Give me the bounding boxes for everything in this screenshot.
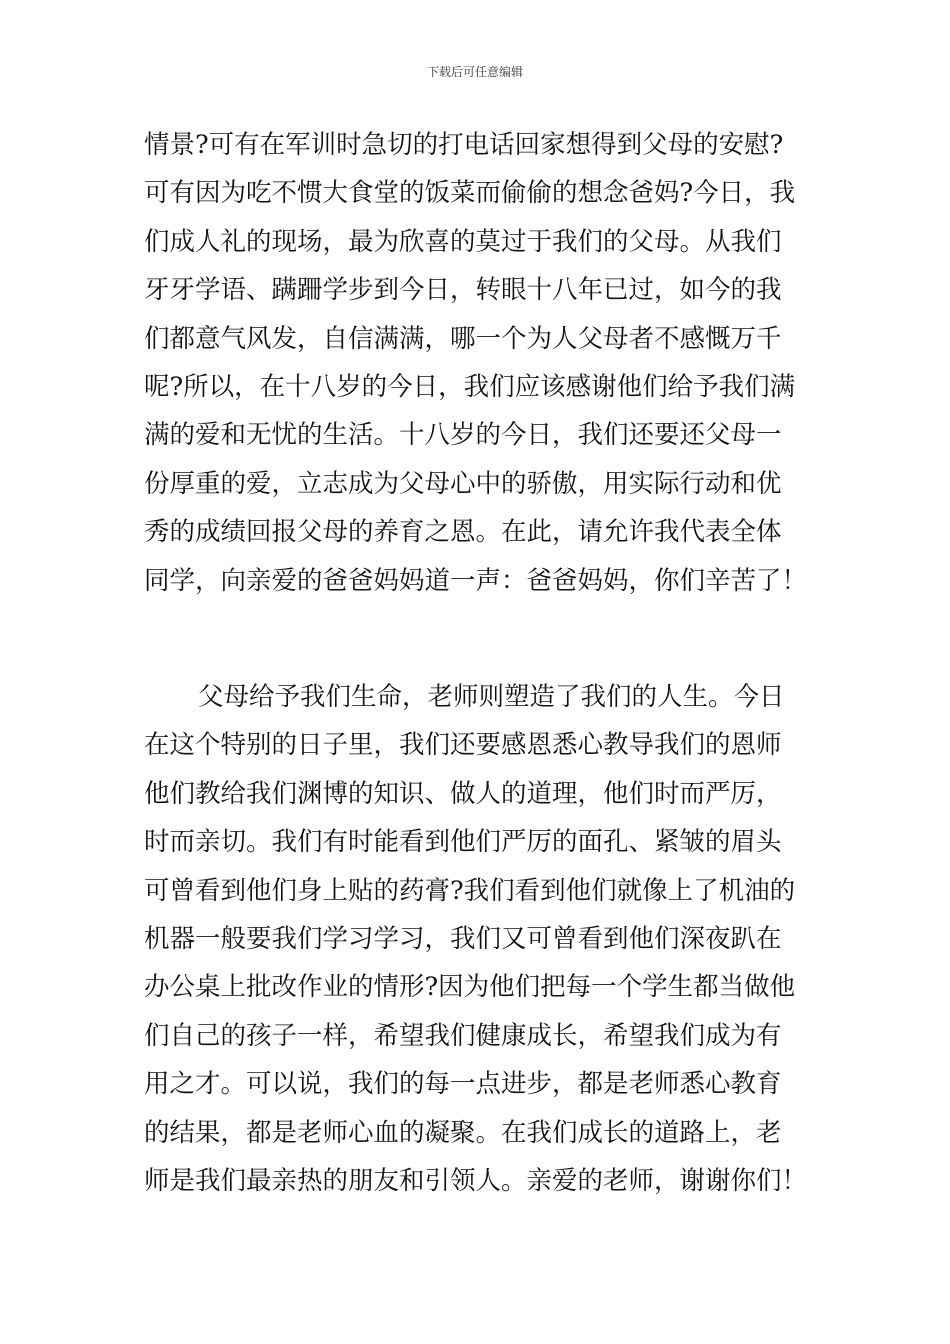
paragraph-line: 秀的成绩回报父母的养育之恩。在此，请允许我代表全体 [144, 517, 782, 548]
paragraph-line: 们自己的孩子一样，希望我们健康成长，希望我们成为有 [144, 1020, 782, 1051]
paragraph-line: 呢?所以，在十八岁的今日，我们应该感谢他们给予我们满 [144, 371, 796, 402]
paragraph-line: 份厚重的爱，立志成为父母心中的骄傲，用实际行动和优 [144, 468, 782, 499]
paragraph-line: 时而亲切。我们有时能看到他们严厉的面孔、紧皱的眉头 [144, 827, 782, 858]
paragraph-line: 可有因为吃不惯大食堂的饭菜而偷偷的想念爸妈?今日，我 [144, 178, 796, 209]
paragraph-line: 在这个特别的日子里，我们还要感恩悉心教导我们的恩师 [144, 730, 782, 761]
paragraph-line: 情景?可有在军训时急切的打电话回家想得到父母的安慰? [144, 130, 784, 160]
paragraph-line: 同学，向亲爱的爸爸妈妈道一声：爸爸妈妈，你们辛苦了！ [144, 565, 808, 596]
page-header: 下载后可任意编辑 [426, 65, 523, 79]
paragraph-line: 们都意气风发，自信满满，哪一个为人父母者不感慨万千 [144, 323, 782, 354]
paragraph-line: 师是我们最亲热的朋友和引领人。亲爱的老师，谢谢你们！ [144, 1165, 808, 1196]
paragraph-line: 机器一般要我们学习学习，我们又可曾看到他们深夜趴在 [144, 923, 782, 954]
paragraph-line: 办公桌上批改作业的情形?因为他们把每一个学生都当做他 [144, 972, 796, 1003]
paragraph-line: 的结果，都是老师心血的凝聚。在我们成长的道路上，老 [144, 1117, 782, 1148]
paragraph-line: 牙牙学语、蹒跚学步到今日，转眼十八年已过，如今的我 [144, 275, 782, 306]
paragraph-line: 他们教给我们渊博的知识、做人的道理，他们时而严厉， [144, 778, 782, 809]
paragraph-parents [144, 121, 808, 605]
paragraph-line: 可曾看到他们身上贴的药膏?我们看到他们就像上了机油的 [144, 875, 796, 906]
paragraph-line: 们成人礼的现场，最为欣喜的莫过于我们的父母。从我们 [144, 226, 782, 257]
paragraph-line: 用之才。可以说，我们的每一点进步，都是老师悉心教育 [144, 1069, 782, 1100]
paragraph-teachers [144, 673, 808, 1205]
paragraph-line: 父母给予我们生命，老师则塑造了我们的人生。今日 [198, 682, 785, 712]
paragraph-line: 满的爱和无忧的生活。十八岁的今日，我们还要还父母一 [144, 420, 782, 451]
